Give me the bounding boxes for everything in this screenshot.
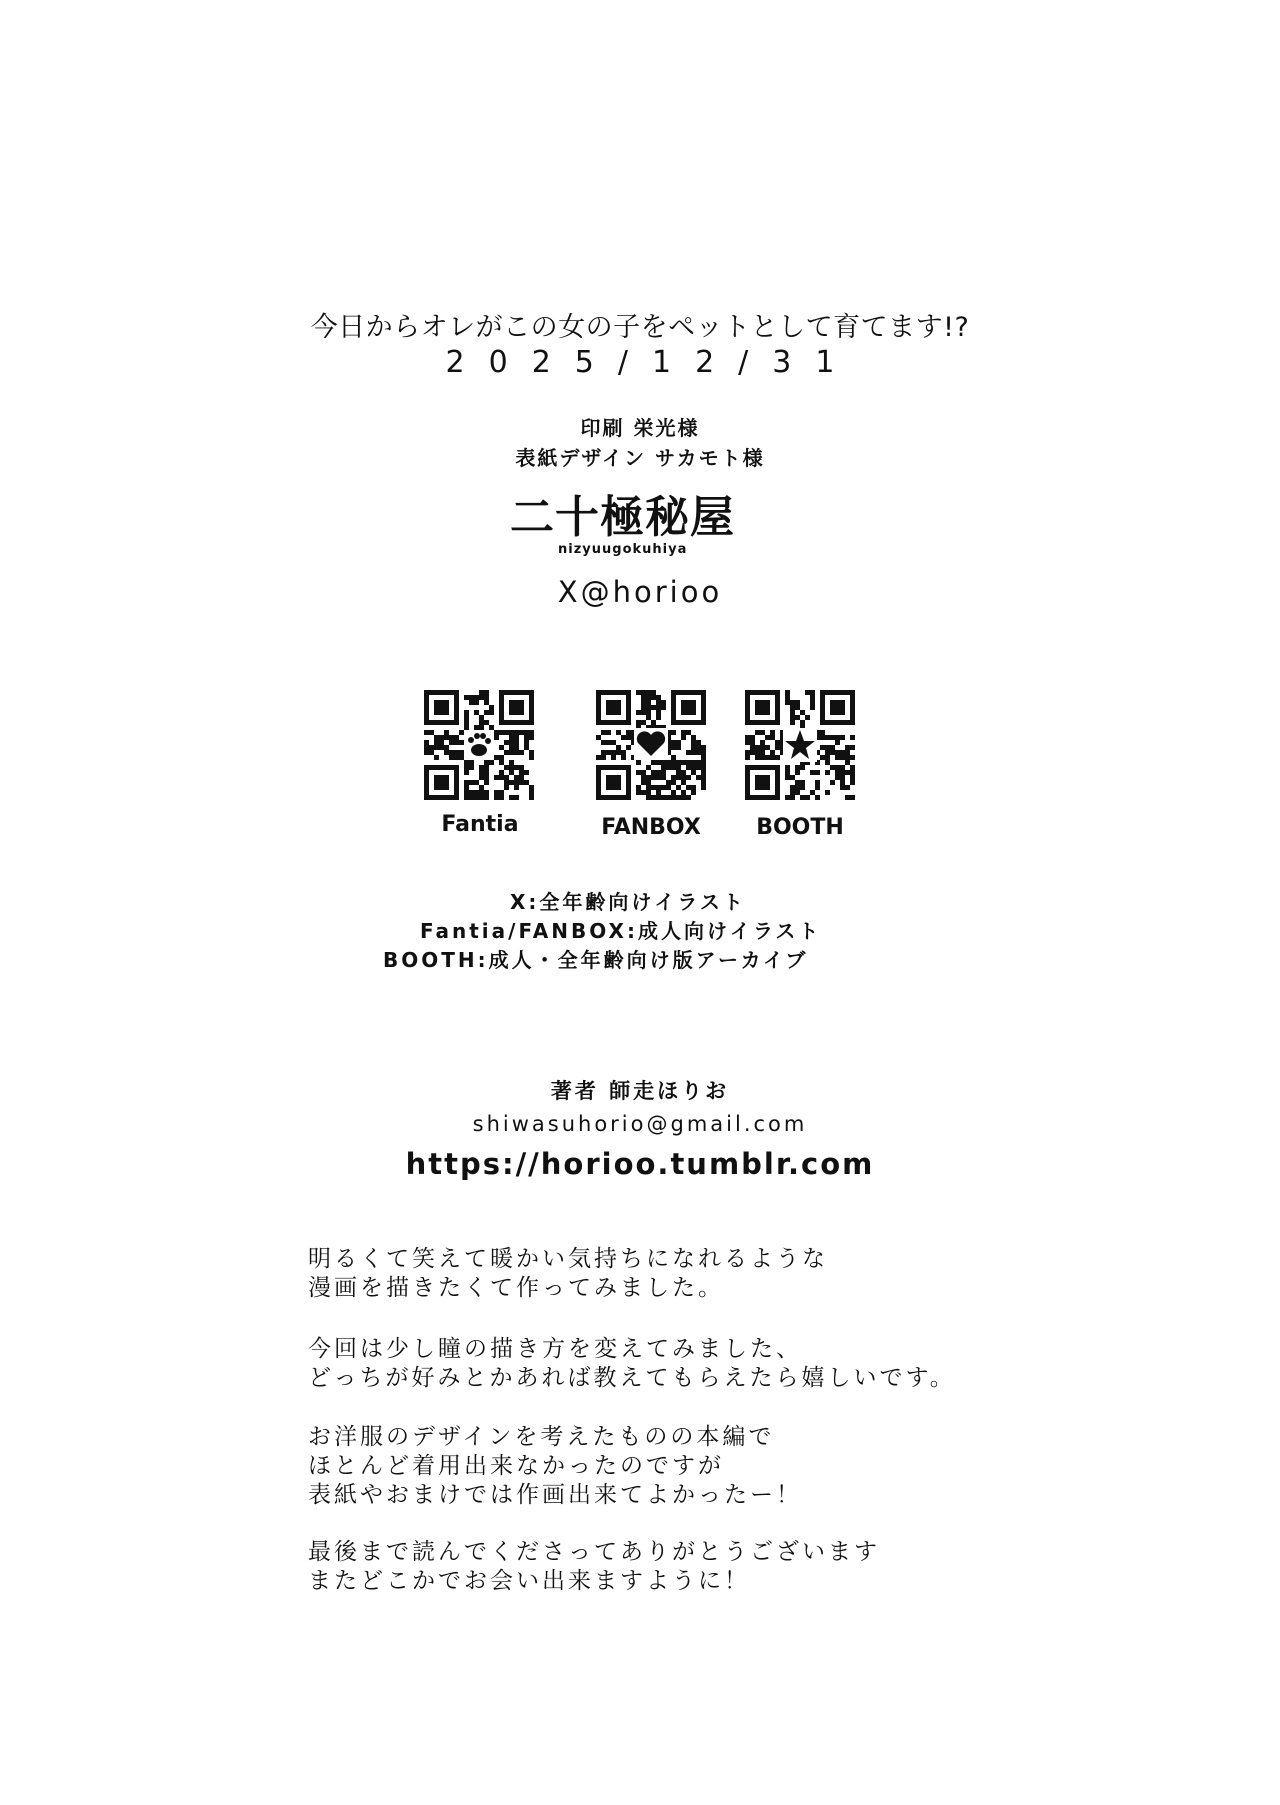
message-paragraph — [308, 1423, 802, 1510]
fanbox-label: FANBOX — [601, 815, 701, 840]
fantia-qr-code[interactable] — [424, 690, 534, 800]
qr-code-icon — [596, 690, 706, 800]
message-line: お洋服のデザインを考えたものの本編で — [308, 1424, 775, 1450]
circle-logo-text: 二十極秘屋 — [510, 492, 735, 543]
message-line: 今回は少し瞳の描き方を変えてみました、 — [308, 1336, 802, 1362]
message-paragraph — [308, 1335, 956, 1393]
platform-note-fantia-fanbox: Fantia/FANBOX:成人向けイラスト — [420, 919, 822, 943]
message-line: ほとんど着用出来なかったのですが — [308, 1453, 724, 1479]
platform-note-x: X:全年齢向けイラスト — [510, 890, 746, 914]
publication-date: 2025/12/31 — [445, 345, 859, 380]
circle-logo — [510, 492, 770, 564]
x-handle: X@horioo — [557, 575, 723, 609]
message-line: 最後まで読んでくださってありがとうございます — [308, 1539, 880, 1565]
qr-code-icon — [745, 690, 855, 800]
printing-credit: 印刷 栄光様 — [580, 416, 700, 440]
author-email: shiwasuhorio@gmail.com — [472, 1112, 808, 1136]
message-line: 漫画を描きたくて作ってみました。 — [308, 1275, 724, 1301]
author-name: 著者 師走ほりお — [550, 1079, 730, 1103]
fanbox-qr-code[interactable] — [596, 690, 706, 800]
platform-note-booth: BOOTH:成人・全年齢向け版アーカイブ — [383, 948, 809, 972]
circle-logo-romaji: nizyuugokuhiya — [558, 542, 688, 557]
fantia-label: Fantia — [441, 812, 519, 837]
message-line: またどこかでお会い出来ますように！ — [308, 1568, 750, 1594]
message-line: 明るくて笑えて暖かい気持ちになれるような — [308, 1246, 828, 1272]
heart-icon — [634, 728, 668, 760]
booth-qr-code[interactable] — [745, 690, 855, 800]
message-paragraph — [308, 1245, 828, 1303]
message-paragraph — [308, 1538, 880, 1596]
message-line: 表紙やおまけでは作画出来てよかったー！ — [308, 1482, 802, 1508]
qr-code-icon — [424, 690, 534, 800]
star-icon — [783, 728, 817, 762]
book-title: 今日からオレがこの女の子をペットとして育てます!? — [310, 312, 970, 343]
paw-icon — [464, 730, 494, 760]
message-line: どっちが好みとかあれば教えてもらえたら嬉しいです。 — [308, 1365, 956, 1391]
cover-design-credit: 表紙デザイン サカモト様 — [515, 446, 765, 470]
booth-label: BOOTH — [756, 815, 844, 840]
author-url: https://horioo.tumblr.com — [405, 1147, 875, 1181]
